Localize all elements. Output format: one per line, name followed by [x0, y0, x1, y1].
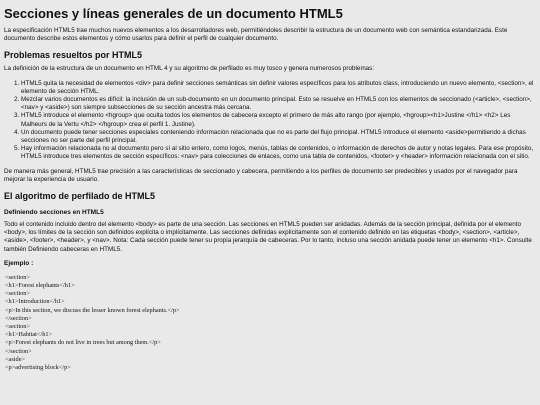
example-label: Ejemplo : [4, 259, 34, 267]
problems-lead-paragraph: La definición de la estructura de un documento en HTML 4 y su algoritmo de perfilado es muy tosco y genera numerosos problemas: [4, 65, 375, 73]
section-heading-algorithm: El algoritmo de perfilado de HTML5 [4, 191, 156, 202]
list-item: 5. Hay información relacionada no al documento pero sí al sitio entero, como logos, menús, tablas de contenidos, o información de derechos de autor y notas legales. Para ese propósito, HTML5 introduce tres elementos de sección específicos: <nav> para colecciones de enlaces, como una tabla de contenidos, <footer> y <header> información relacionada con el sitio. [21, 145, 536, 161]
problems-closing-paragraph: De manera más general, HTML5 trae precisión a las características de seccionado y cabecera, permitiendo a los perfiles de documento ser predecibles y usados por el navegador para mejorar la experiencia de usuario. [4, 167, 518, 183]
page-title: Secciones y líneas generales de un documento HTML5 [4, 6, 343, 21]
code-line: <h1>Introduction</h1> [5, 298, 65, 306]
code-line: <p>advertising block</p> [5, 364, 71, 372]
code-line: </section> [5, 314, 32, 322]
code-line: <aside> [5, 355, 26, 363]
code-line: <h1>Habitat</h1> [5, 331, 53, 339]
subsection-heading-defining-sections: Definiendo secciones en HTML5 [4, 209, 104, 217]
code-line: <p>Forest elephants do not live in trees but among them.</p> [5, 339, 161, 347]
problems-list [4, 80, 536, 162]
code-line: <section> [5, 290, 30, 298]
section-heading-problems: Problemas resueltos por HTML5 [4, 50, 143, 61]
intro-paragraph: La especificación HTML5 trae muchos nuevos elementos a los desarrolladores web, permitiéndoles describir la estructura de un documento web con semántica estandarizada. Este documento describe estos elementos y cómo usarlos para definir el perfil de cualquier documento. [4, 27, 508, 43]
code-line: <h1>Forest elephants</h1> [5, 282, 75, 290]
code-line: </section> [5, 347, 32, 355]
code-line: <section> [5, 323, 30, 331]
code-line: <p>In this section, we discuss the lesser known forest elephants.</p> [5, 306, 180, 314]
list-item: 2. Mezclar varios documentos es difícil: la inclusión de un sub-documento en un documento principal. Esto se resuelve en HTML5 con los elementos de seccionado (<article>, <section>, <nav> y <aside>) son siempre subsecciones de su sección ancestra más cercana. [21, 96, 536, 112]
list-item: 1. HTML5 quita la necesidad de elementos <div> para definir secciones semánticas sin definir valores específicos para los atributos class, introduciendo un nuevo elemento, <section>, el elemento de sección HTML. [21, 80, 536, 96]
list-item: 4. Un documento puede tener secciones especiales conteniendo información relacionada que no es parte del flujo principal. HTML5 introduce el elemento <aside>permitiendo a dichas secciones no ser parte del perfil principal. [21, 129, 536, 145]
code-example [4, 274, 536, 372]
code-line: <section> [5, 273, 30, 281]
list-item: 3. HTML5 introduce el elemento <hgroup> que oculta todos los elementos de cabecera excepto el primero de más alto rango (por ejemplo, <hgroup><h1>Justine </h1> <h2> Les Malheurs de la Vertu </h2> </hgroup> crea el perfil 1. Justine). [21, 112, 536, 128]
defining-sections-paragraph: Todo el contenido incluido dentro del elemento <body> es parte de una sección. Las secciones en HTML5 pueden ser anidadas. Además de la sección principal, definida por el elemento <body>, los límites de la sección son definidos explícita o implícitamente. Las secciones definidas explícitamente son el contenido definido en las etiquetas <body>, <section>, <article>, <aside>, <footer>, <header>, y <nav>. Nota: Cada sección puede tener su propia jerarquía de cabeceras. Por lo tanto, incluso una sección anidada puede tener un elemento <h1>. Consulte también Definiendo cabeceras en HTML5. [4, 221, 532, 253]
